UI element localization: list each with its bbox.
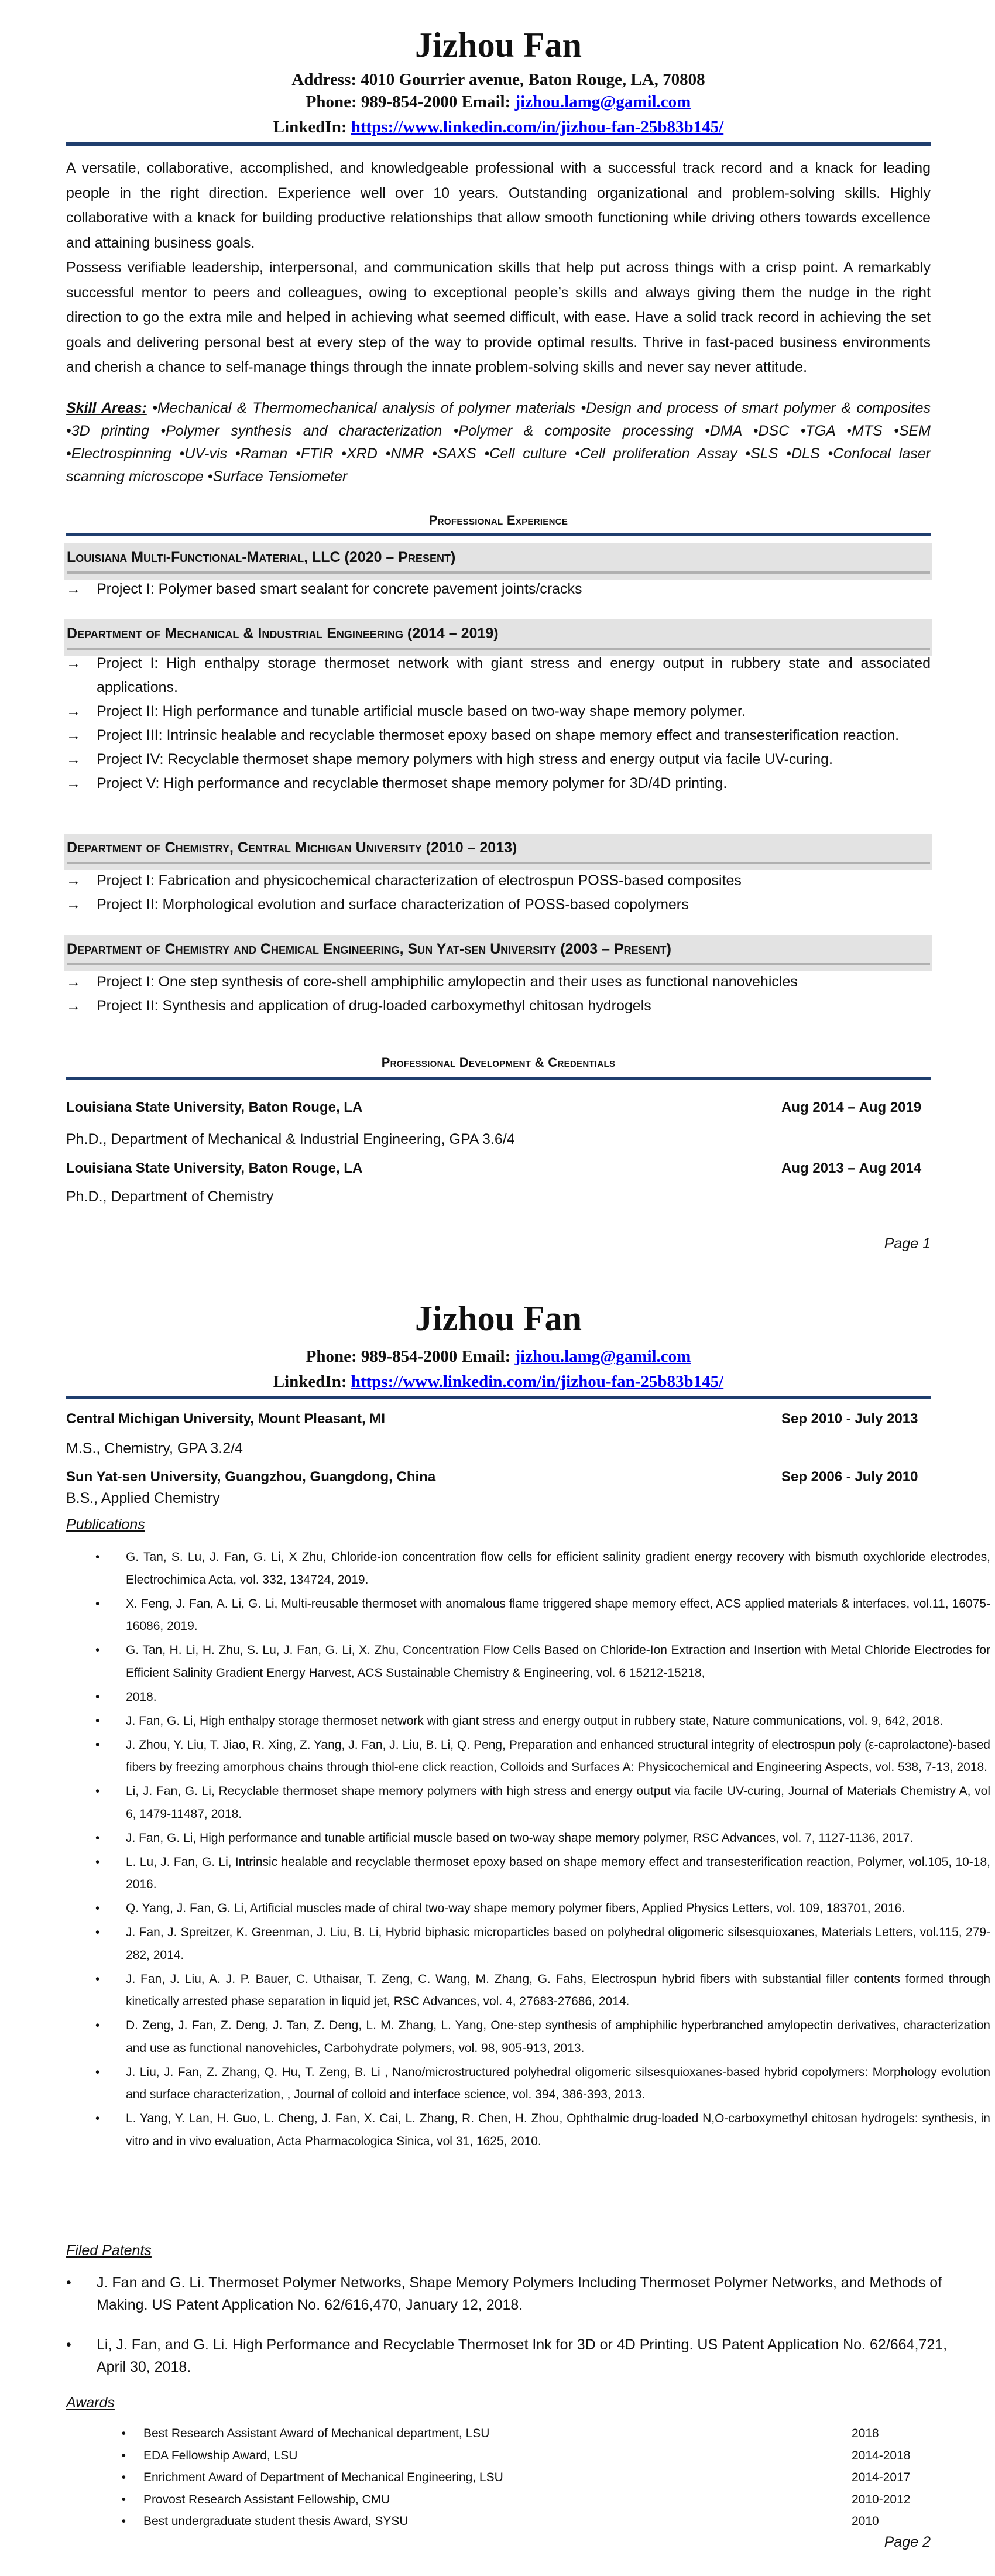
- bullet-icon: •: [95, 1550, 100, 1564]
- arrow-icon: →: [66, 655, 81, 672]
- project-list: [66, 577, 931, 601]
- resume-name: Jizhou Fan: [414, 26, 582, 64]
- project-item: → Project III: Intrinsic healable and recyclable thermoset epoxy based on shape memory effect and transesterification reaction.: [66, 724, 931, 748]
- degree: Ph.D., Department of Chemistry: [66, 1188, 274, 1205]
- page-number: Page 1: [884, 1235, 931, 1252]
- arrow-icon: →: [66, 581, 81, 597]
- publication-item: [95, 1593, 990, 1638]
- patents-title: Filed Patents: [66, 2242, 152, 2259]
- bullet-icon: •: [95, 1643, 100, 1657]
- bullet-icon: •: [95, 1714, 100, 1728]
- education-dates: Aug 2014 – Aug 2019: [781, 1099, 922, 1115]
- bullet-icon: •: [121, 2515, 126, 2528]
- patent-text: Li, J. Fan, and G. Li. High Performance and Recyclable Thermoset Ink for 3D or 4D Printing. US Patent Application No. 62/664,721, April 30, 2018.: [97, 2337, 948, 2375]
- awards-list: [66, 2423, 931, 2533]
- publication-text: Li, J. Fan, G. Li, Recyclable thermoset shape memory polymers with high stress and energy output via facile UV-curing, Journal of Materials Chemistry A, vol 6, 1479-11487, 2018.: [126, 1784, 990, 1821]
- publication-text: J. Fan, G. Li, High performance and tunable artificial muscle based on two-way shape memory polymer, RSC Advances, vol. 7, 1127-1136, 2017.: [126, 1831, 914, 1845]
- summary-paragraph-1: A versatile, collaborative, accomplished, and knowledgeable professional with a successful track record and a knack for leading people in the right direction. Experience well over 10 years. Outstanding organizational and problem-solving skills. Highly collaborative with a knack for building productive relationships that allow smooth functioning while driving others towards excellence and attaining business goals.: [66, 160, 931, 251]
- publication-item: [95, 1780, 990, 1825]
- publication-item: [95, 1897, 990, 1920]
- contact-line: [66, 90, 931, 114]
- skill-areas-list: •Mechanical & Thermomechanical analysis of polymer materials •Design and process of smart polymer & composites •3D printing •Polymer synthesis and characterization •Polymer & composite processing •DMA •DSC •TGA •MTS •SEM •Electrospinning •UV-vis •Raman •FTIR •XRD •NMR •SAXS •Cell culture •Cell proliferation Assay •SLS •DLS •Confocal laser scanning microscope •Surface Tensiometer: [66, 400, 931, 485]
- bullet-icon: •: [95, 1926, 100, 1939]
- linkedin-label: LinkedIn:: [273, 118, 351, 136]
- bullet-icon: •: [95, 1738, 100, 1752]
- patent-item: [66, 2334, 961, 2378]
- degree: B.S., Applied Chemistry: [66, 1490, 220, 1506]
- experience-org-header: [64, 834, 932, 870]
- degree: Ph.D., Department of Mechanical & Industrial Engineering, GPA 3.6/4: [66, 1131, 515, 1147]
- project-item: → Project I: Fabrication and physicochemical characterization of electrospun POSS-based composites: [66, 869, 931, 893]
- bullet-icon: •: [95, 2065, 100, 2079]
- publication-item: [95, 2108, 990, 2153]
- award-name: Best Research Assistant Award of Mechanical department, LSU: [143, 2427, 490, 2440]
- awards-title: Awards: [66, 2395, 115, 2411]
- project-item: → Project V: High performance and recyclable thermoset shape memory polymer for 3D/4D printing.: [66, 772, 931, 796]
- arrow-icon: →: [66, 727, 81, 744]
- skill-areas-label: Skill Areas:: [66, 400, 147, 416]
- publication-item: [95, 1546, 990, 1591]
- publication-item: [95, 1710, 990, 1733]
- bullet-icon: •: [95, 1972, 100, 1986]
- publication-item: [95, 1734, 990, 1779]
- project-item: → Project IV: Recyclable thermoset shape memory polymers with high stress and energy output via facile UV-curing.: [66, 748, 931, 772]
- bullet-icon: •: [66, 2337, 71, 2353]
- award-year: 2010: [852, 2515, 879, 2528]
- award-row: [66, 2510, 931, 2533]
- publication-item: [95, 1639, 990, 1684]
- summary: [66, 156, 931, 380]
- publication-text: J. Fan, J. Liu, A. J. P. Bauer, C. Uthaisar, T. Zeng, C. Wang, M. Zhang, G. Fahs, Electrospun hybrid fibers with substantial filler contents formed through kinetically arrested phase separation in liquid jet, RSC Advances, vol. 4, 27683-27686, 2014.: [126, 1972, 990, 2008]
- email-link[interactable]: jizhou.lamg@gamil.com: [514, 93, 691, 111]
- bullet-icon: •: [95, 1855, 100, 1869]
- patents-list: [66, 2272, 961, 2396]
- publication-text: J. Fan, J. Spreitzer, K. Greenman, J. Liu, B. Li, Hybrid biphasic microparticles based on polyhedral oligomeric silsesquioxanes, Materials Letters, vol.115, 279-282, 2014.: [126, 1926, 990, 1962]
- project-item: → Project I: One step synthesis of core-shell amphiphilic amylopectin and their uses as functional nanovehicles: [66, 970, 931, 994]
- publication-item: [95, 2015, 990, 2060]
- patent-text: J. Fan and G. Li. Thermoset Polymer Networks, Shape Memory Polymers Including Thermoset Polymer Networks, and Methods of Making. US Patent Application No. 62/616,470, January 12, 2018.: [97, 2274, 942, 2313]
- project-list: [66, 652, 931, 796]
- publication-item: [95, 1686, 990, 1709]
- project-list: [66, 869, 931, 917]
- bullet-icon: •: [95, 1597, 100, 1611]
- linkedin-label: LinkedIn:: [273, 1372, 351, 1391]
- project-item: → Project I: Polymer based smart sealant for concrete pavement joints/cracks: [66, 577, 931, 601]
- award-year: 2014-2017: [852, 2471, 911, 2484]
- degree: M.S., Chemistry, GPA 3.2/4: [66, 1440, 243, 1457]
- publication-text: J. Liu, J. Fan, Z. Zhang, Q. Hu, T. Zeng, B. Li , Nano/microstructured polyhedral oligomeric silsesquioxanes-based hybrid copolymers: Morphology evolution and surface characterization, , Journal of colloid and interface science, vol. 394, 386-393, 2013.: [126, 2065, 990, 2101]
- project-item: → Project I: High enthalpy storage thermoset network with giant stress and energy output in rubbery state and associated applications.: [66, 652, 931, 700]
- experience-org-header: [64, 935, 932, 971]
- bullet-icon: •: [66, 2274, 71, 2291]
- bullet-icon: •: [95, 1690, 100, 1704]
- publication-item: [95, 2061, 990, 2106]
- arrow-icon: →: [66, 775, 81, 792]
- header-divider: [66, 142, 931, 146]
- phone-label: Phone: 989-854-2000 Email:: [306, 1347, 515, 1366]
- org-title: Louisiana Multi-Functional-Material, LLC (2020 – Present): [67, 549, 456, 566]
- page-number: Page 2: [884, 2534, 931, 2550]
- section-title-experience: Professional Experience: [428, 513, 568, 527]
- project-item: → Project II: Morphological evolution and surface characterization of POSS-based copolymers: [66, 893, 931, 917]
- linkedin-link[interactable]: https://www.linkedin.com/in/jizhou-fan-25b83b145/: [351, 1372, 724, 1391]
- publication-text: 2018.: [126, 1690, 157, 1704]
- arrow-icon: →: [66, 872, 81, 889]
- arrow-icon: →: [66, 998, 81, 1014]
- bullet-icon: •: [121, 2471, 126, 2484]
- award-name: Provost Research Assistant Fellowship, CMU: [143, 2492, 390, 2506]
- project-item: → Project II: Synthesis and application of drug-loaded carboxymethyl chitosan hydrogels: [66, 994, 931, 1018]
- publication-text: J. Fan, G. Li, High enthalpy storage thermoset network with giant stress and energy output in rubbery state, Nature communications, vol. 9, 642, 2018.: [126, 1714, 943, 1728]
- publications-list: [66, 1546, 990, 2154]
- email-link[interactable]: jizhou.lamg@gamil.com: [514, 1347, 691, 1366]
- publication-text: Q. Yang, J. Fan, G. Li, Artificial muscles made of chiral two-way shape memory polymer fibers, Applied Physics Letters, vol. 109, 183701, 2016.: [126, 1902, 905, 1915]
- award-row: [66, 2489, 931, 2511]
- award-year: 2018: [852, 2427, 879, 2440]
- arrow-icon: →: [66, 974, 81, 990]
- experience-org-header: [64, 543, 932, 580]
- education-dates: Sep 2010 - July 2013: [781, 1411, 918, 1427]
- award-name: Best undergraduate student thesis Award, SYSU: [143, 2515, 409, 2528]
- bullet-icon: •: [95, 1784, 100, 1798]
- publication-text: L. Lu, J. Fan, G. Li, Intrinsic healable and recyclable thermoset epoxy based on shape memory effect and transesterification reaction, Polymer, vol.105, 10-18, 2016.: [126, 1855, 990, 1891]
- bullet-icon: •: [121, 2427, 126, 2440]
- award-year: 2010-2012: [852, 2492, 911, 2506]
- section-title-development: Professional Development & Credentials: [381, 1055, 616, 1070]
- arrow-icon: →: [66, 751, 81, 768]
- education-dates: Sep 2006 - July 2010: [781, 1469, 918, 1485]
- linkedin-link[interactable]: https://www.linkedin.com/in/jizhou-fan-25b83b145/: [351, 118, 724, 136]
- education-dates: Aug 2013 – Aug 2014: [781, 1160, 922, 1176]
- publications-title: Publications: [66, 1516, 145, 1533]
- award-name: Enrichment Award of Department of Mechanical Engineering, LSU: [143, 2471, 503, 2484]
- award-row: [66, 2467, 931, 2489]
- bullet-icon: •: [121, 2492, 126, 2506]
- bullet-icon: •: [121, 2448, 126, 2462]
- publication-item: [95, 1827, 990, 1850]
- project-list: [66, 970, 931, 1018]
- award-row: [66, 2445, 931, 2467]
- skill-areas: [66, 397, 931, 488]
- award-name: EDA Fellowship Award, LSU: [143, 2448, 298, 2462]
- bullet-icon: •: [95, 2112, 100, 2125]
- bullet-icon: •: [95, 1902, 100, 1915]
- development-divider: [66, 1077, 931, 1080]
- linkedin-line: [66, 115, 931, 139]
- school-name: Louisiana State University, Baton Rouge, LA: [66, 1160, 363, 1176]
- education-entry: [66, 1411, 931, 1427]
- linkedin-line: [66, 1370, 931, 1393]
- arrow-icon: →: [66, 703, 81, 720]
- school-name: Louisiana State University, Baton Rouge, LA: [66, 1099, 363, 1115]
- summary-paragraph-2: Possess verifiable leadership, interpersonal, and communication skills that help put across things with a crisp point. A remarkably successful mentor to peers and colleagues, owing to exceptional people’s skills and always giving them the nudge in the right direction to go the extra mile and helped in achieving what seemed difficult, with ease. Have a solid track record in achieving the set goals and delivering personal best at every step of the way to provide optimal results. Thrive in fast-paced business environments and cherish a chance to self-manage things through the innate problem-solving skills and never say never attitude.: [66, 259, 931, 375]
- address-line: Address: 4010 Gourrier avenue, Baton Rouge, LA, 70808: [291, 70, 705, 89]
- publication-text: G. Tan, H. Li, H. Zhu, S. Lu, J. Fan, G. Li, X. Zhu, Concentration Flow Cells Based on Chloride-Ion Extraction and Insertion with Metal Chloride Electrodes for Efficient Salinity Gradient Energy Harvest, ACS Sustainable Chemistry & Engineering, vol. 6 15212-15218,: [126, 1643, 990, 1680]
- education-entry: [66, 1469, 931, 1485]
- publication-text: G. Tan, S. Lu, J. Fan, G. Li, X Zhu, Chloride-ion concentration flow cells for efficient salinity gradient energy recovery with bismuth oxychloride electrodes, Electrochimica Acta, vol. 332, 134724, 2019.: [126, 1550, 990, 1587]
- school-name: Central Michigan University, Mount Pleasant, MI: [66, 1411, 385, 1427]
- experience-org-header: [64, 619, 932, 656]
- award-year: 2014-2018: [852, 2448, 911, 2462]
- publication-item: [95, 1921, 990, 1967]
- publication-item: [95, 1851, 990, 1896]
- school-name: Sun Yat-sen University, Guangzhou, Guangdong, China: [66, 1469, 436, 1485]
- phone-label: Phone: 989-854-2000 Email:: [306, 93, 515, 111]
- project-item: → Project II: High performance and tunable artificial muscle based on two-way shape memory polymer.: [66, 700, 931, 724]
- patent-item: [66, 2272, 961, 2316]
- publication-text: L. Yang, Y. Lan, H. Guo, L. Cheng, J. Fan, X. Cai, L. Zhang, R. Chen, H. Zhou, Ophthalmic drug-loaded N,O-carboxymethyl chitosan hydrogels: synthesis, in vitro and in vivo evaluation, Acta Pharmacologica Sinica, vol 31, 1625, 2010.: [126, 2112, 990, 2148]
- org-title: Department of Chemistry, Central Michigan University (2010 – 2013): [67, 840, 517, 856]
- org-title: Department of Mechanical & Industrial Engineering (2014 – 2019): [67, 625, 499, 642]
- publication-text: J. Zhou, Y. Liu, T. Jiao, R. Xing, Z. Yang, J. Fan, J. Liu, B. Li, Q. Peng, Preparation and enhanced structural integrity of electrospun poly (ε-caprolactone)-based fibers by freezing amorphous chains through thiol-ene click reaction, Colloids and Surfaces A: Physicochemical and Engineering Aspects, vol. 538, 7-13, 2018.: [126, 1738, 990, 1774]
- experience-divider: [66, 533, 931, 536]
- publication-text: X. Feng, J. Fan, A. Li, G. Li, Multi-reusable thermoset with anomalous flame triggered shape memory effect, ACS applied materials & interfaces, vol.11, 16075-16086, 2019.: [126, 1597, 990, 1633]
- publication-text: D. Zeng, J. Fan, Z. Deng, J. Tan, Z. Deng, L. M. Zhang, L. Yang, One-step synthesis of amphiphilic hyperbranched amylopectin derivatives, characterization and use as functional nanovehicles, Carbohydrate polymers, vol. 98, 905-913, 2013.: [126, 2019, 990, 2055]
- bullet-icon: •: [95, 2019, 100, 2032]
- org-title: Department of Chemistry and Chemical Engineering, Sun Yat-sen University (2003 – Present): [67, 941, 672, 957]
- education-entry: [66, 1160, 931, 1177]
- arrow-icon: →: [66, 896, 81, 913]
- publication-item: [95, 1968, 990, 2013]
- resume-name: Jizhou Fan: [414, 1299, 582, 1338]
- header-divider: [66, 1396, 931, 1399]
- award-row: [66, 2423, 931, 2445]
- education-entry: [66, 1099, 931, 1116]
- contact-line: [66, 1345, 931, 1368]
- bullet-icon: •: [95, 1831, 100, 1845]
